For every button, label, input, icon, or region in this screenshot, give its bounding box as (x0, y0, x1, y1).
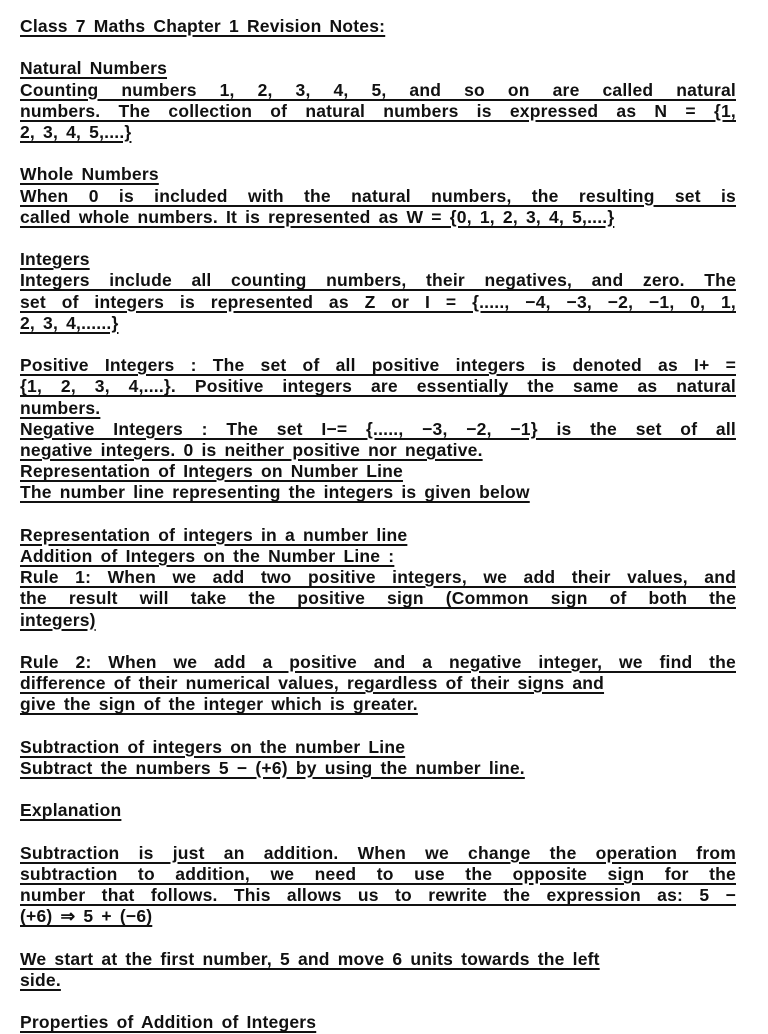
positive-integers-text-line: Positive Integers : The set of all positive integers is denoted as I+ = (20, 355, 736, 376)
natural-numbers-text-line: Counting numbers 1, 2, 3, 4, 5, and so on are called natural (20, 79, 736, 100)
whole-numbers-text-line: called whole numbers. It is represented as W = {0, 1, 2, 3, 4, 5,....} (20, 206, 615, 227)
negative-integers-text-line: Negative Integers : The set I−= {....., −3, −2, −1} is the set of all (20, 418, 736, 439)
positive-integers-text-line: {1, 2, 3, 4,....}. Positive integers are essentially the same as natural (20, 376, 736, 397)
explanation-text-line: Subtraction is just an addition. When we change the operation from (20, 842, 736, 863)
whole-numbers-heading: Whole Numbers (20, 164, 159, 185)
integers-text-line: 2, 3, 4,......} (20, 312, 119, 333)
start-text-line: We start at the first number, 5 and move 6 units towards the left (20, 948, 600, 969)
properties-heading: Properties of Addition of Integers (20, 1012, 317, 1033)
document-title: Class 7 Maths Chapter 1 Revision Notes: (20, 16, 386, 36)
start-text-line: side. (20, 969, 61, 990)
explanation-text-line: number that follows. This allows us to rewrite the expression as: 5 − (20, 885, 736, 906)
rule-1-text-line: the result will take the positive sign (Common sign of both the (20, 588, 736, 609)
positive-integers-text-line: numbers. (20, 397, 101, 418)
subtraction-heading: Subtraction of integers on the number Line (20, 736, 406, 757)
addition-heading: Addition of Integers on the Number Line : (20, 546, 395, 566)
explanation-text-line: (+6) ⇒ 5 + (−6) (20, 906, 153, 927)
rule-1-text-line: integers) (20, 609, 96, 630)
spacer (20, 716, 748, 737)
integers-text-line: set of integers is represented as Z or I = {....., −4, −3, −2, −1, 0, 1, (20, 291, 736, 312)
whole-numbers-text-line: When 0 is included with the natural numbers, the resulting set is (20, 185, 736, 206)
integers-text-line: Integers include all counting numbers, their negatives, and zero. The (20, 270, 736, 291)
rule-2-text-line: give the sign of the integer which is greater. (20, 694, 418, 715)
explanation-heading: Explanation (20, 800, 122, 821)
spacer (20, 991, 748, 1012)
spacer (20, 228, 748, 249)
natural-numbers-text-line: 2, 3, 4, 5,....} (20, 122, 132, 142)
number-line-caption: Representation of integers in a number line (20, 524, 408, 545)
rule-2-text-line: Rule 2: When we add a positive and a negative integer, we find the (20, 652, 736, 672)
spacer (20, 37, 748, 58)
rule-1-text-line: Rule 1: When we add two positive integers, we add their values, and (20, 567, 736, 588)
revision-notes-document (20, 16, 748, 1034)
spacer (20, 779, 748, 800)
rule-2-text-line: difference of their numerical values, regardless of their signs and (20, 673, 605, 694)
spacer (20, 631, 748, 652)
natural-numbers-heading: Natural Numbers (20, 58, 168, 79)
explanation-text-line: subtraction to addition, we need to use the opposite sign for the (20, 863, 736, 884)
number-line-representation-heading: Representation of Integers on Number Line (20, 461, 403, 482)
negative-integers-text-line: negative integers. 0 is neither positive nor negative. (20, 440, 483, 460)
number-line-representation-text: The number line representing the integers is given below (20, 482, 530, 503)
natural-numbers-text-line: numbers. The collection of natural numbers is expressed as N = {1, (20, 100, 736, 121)
spacer (20, 504, 748, 525)
spacer (20, 334, 748, 355)
subtraction-text: Subtract the numbers 5 − (+6) by using the number line. (20, 758, 525, 778)
spacer (20, 822, 748, 843)
spacer (20, 928, 748, 949)
integers-heading: Integers (20, 249, 90, 270)
spacer (20, 143, 748, 164)
